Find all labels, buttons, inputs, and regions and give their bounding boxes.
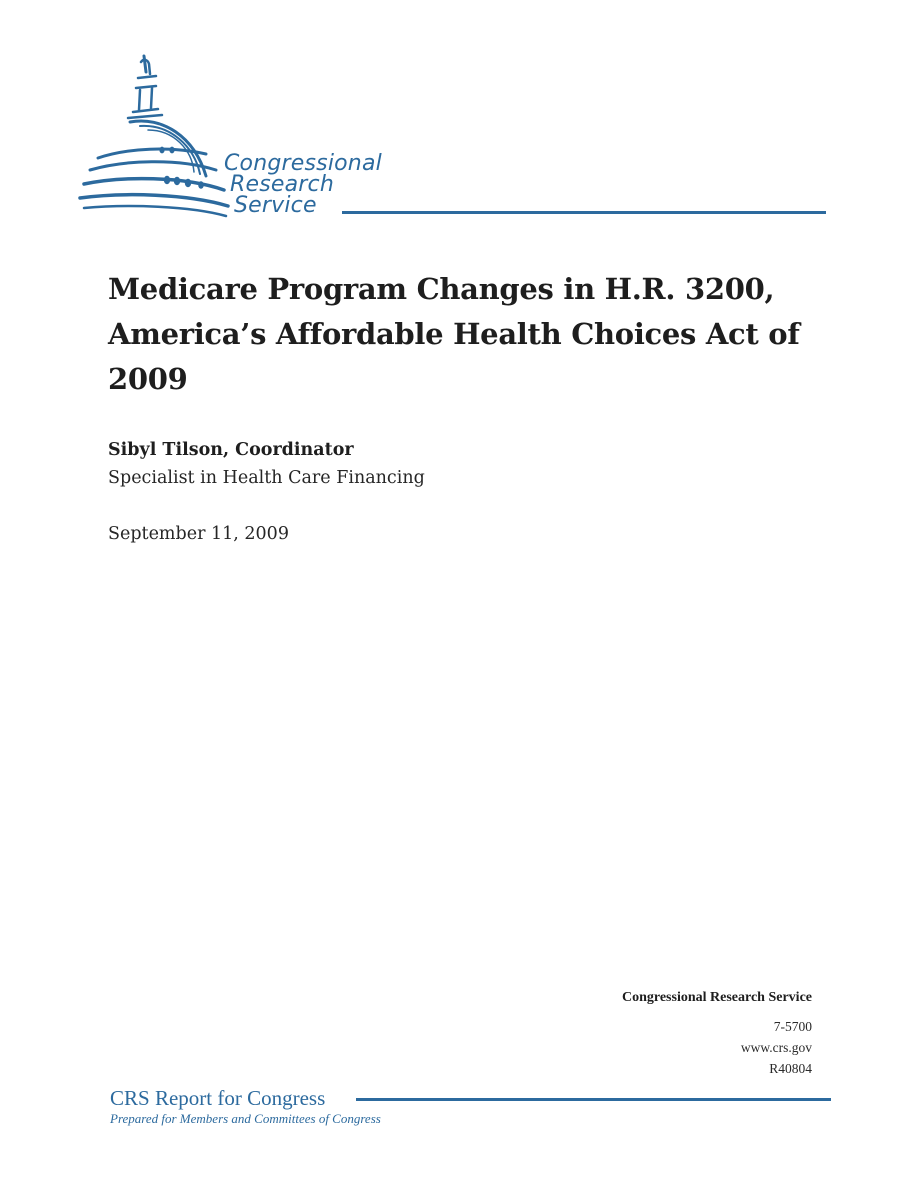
author-name: Sibyl Tilson, Coordinator <box>108 440 354 460</box>
publisher-name: Congressional Research Service <box>621 990 812 1005</box>
logo-word-congressional: Congressional <box>224 151 382 176</box>
publisher-phone: 7-5700 <box>773 1019 812 1034</box>
report-number: R40804 <box>769 1061 812 1076</box>
publisher-info <box>622 990 812 1079</box>
footer-subtitle: Prepared for Members and Committees of Congress <box>110 1111 381 1126</box>
author-role: Specialist in Health Care Financing <box>108 468 425 488</box>
logo-wordmark <box>224 153 382 216</box>
report-date: September 11, 2009 <box>108 524 289 544</box>
crs-logo <box>78 50 838 230</box>
footer-title: CRS Report for Congress <box>110 1086 326 1110</box>
report-title: Medicare Program Changes in H.R. 3200, America’s Affordable Health Choices Act of 2009 <box>108 272 800 396</box>
header-divider <box>342 211 826 214</box>
logo-word-research: Research <box>230 172 334 197</box>
capitol-dome-icon <box>78 50 248 220</box>
logo-word-service: Service <box>234 193 317 218</box>
footer-divider <box>356 1098 831 1101</box>
publisher-website: www.crs.gov <box>740 1040 812 1055</box>
